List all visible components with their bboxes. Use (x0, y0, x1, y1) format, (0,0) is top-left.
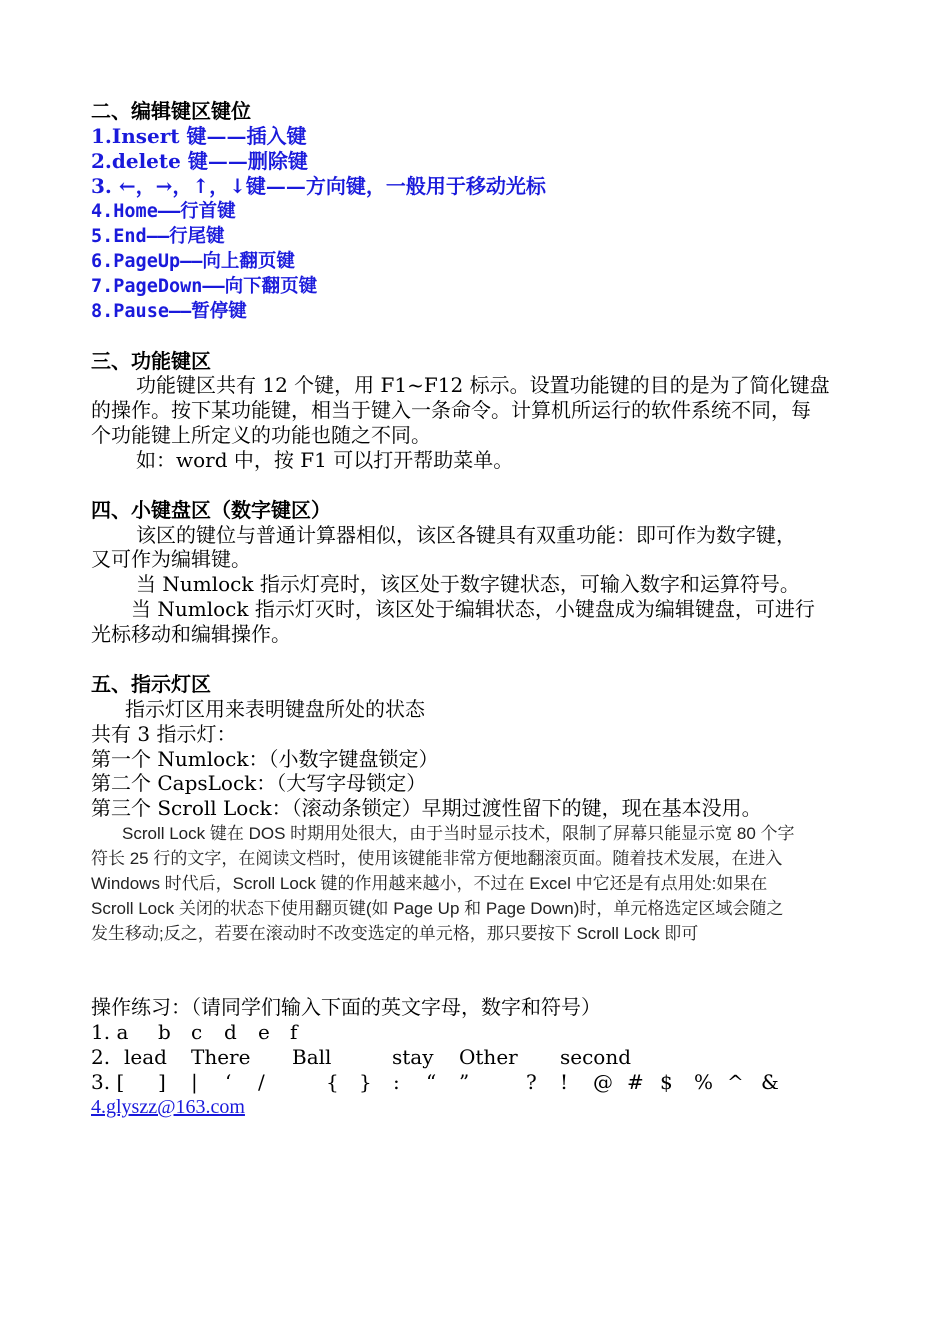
practice-symbol: “ (426, 1070, 437, 1094)
practice-symbol: @ (593, 1070, 613, 1094)
practice-char: e (258, 1020, 270, 1044)
section5-line-2: 共有 3 指示灯： (91, 722, 237, 746)
section2-item-7: 7.PageDown——向下翻页键 (91, 276, 318, 297)
practice-symbol: ? (526, 1070, 537, 1094)
practice-word: stay (392, 1045, 434, 1069)
practice-line-1 (91, 1020, 691, 1045)
email-link[interactable]: 4.glyszz@163.com (91, 1096, 245, 1118)
section2-item-8: 8.Pause——暂停键 (91, 301, 247, 322)
section3-line-3: 个功能键上所定义的功能也随之不同。 (91, 423, 431, 447)
practice-char: f (290, 1020, 298, 1044)
practice-symbol: { (326, 1070, 339, 1094)
practice-char: 1. a (91, 1020, 129, 1044)
practice-line-2 (91, 1045, 791, 1070)
section4-line-2: 又可作为编辑键。 (91, 547, 251, 571)
practice-symbol: % (694, 1070, 714, 1094)
section2-item-1: 1.Insert 键——插入键 (91, 124, 307, 148)
section4-line-4: 当 Numlock 指示灯灭时，该区处于编辑状态，小键盘成为编辑键盘，可进行 (131, 597, 815, 621)
practice-symbol: ” (459, 1070, 470, 1094)
section2-item-5: 5.End——行尾键 (91, 226, 225, 247)
section3-line-1: 功能键区共有 12 个键，用 F1~F12 标示。设置功能键的目的是为了简化键盘 (136, 373, 830, 397)
practice-symbol: ! (560, 1070, 569, 1094)
section5-note-1: Scroll Lock 键在 DOS 时期用处很大，由于当时显示技术，限制了屏幕只能显示宽 80 个字 (122, 824, 795, 843)
section5-line-3: 第一个 Numlock：（小数字键盘锁定） (91, 747, 439, 771)
section2-item-3: 3. ←，→，↑，↓键——方向键，一般用于移动光标 (91, 174, 546, 198)
practice-symbol: ] (158, 1070, 166, 1094)
practice-word: Other (459, 1045, 518, 1069)
section5-note-4: Scroll Lock 关闭的状态下使用翻页键(如 Page Up 和 Page Down)时，单元格选定区域会随之 (91, 899, 784, 918)
practice-word: There (191, 1045, 251, 1069)
section5-line-1: 指示灯区用来表明键盘所处的状态 (125, 697, 425, 721)
practice-symbol: | (191, 1070, 198, 1094)
practice-heading: 操作练习：（请同学们输入下面的英文字母，数字和符号） (91, 995, 601, 1019)
practice-word: lead (124, 1045, 167, 1069)
practice-line-3 (91, 1070, 841, 1095)
practice-word: Ball (292, 1045, 332, 1069)
practice-symbol: } (359, 1070, 372, 1094)
practice-symbol: 3. [ (91, 1070, 125, 1094)
section5-heading: 五、指示灯区 (91, 672, 211, 696)
practice-symbol: / (258, 1070, 265, 1094)
section5-line-4: 第二个 CapsLock：（大写字母锁定） (91, 771, 427, 795)
practice-word: second (560, 1045, 632, 1069)
section4-heading: 四、小键盘区（数字键区） (91, 498, 331, 522)
section2-item-6: 6.PageUp——向上翻页键 (91, 251, 295, 272)
section3-line-4: 如：word 中，按 F1 可以打开帮助菜单。 (136, 448, 514, 472)
section2-item-4: 4.Home——行首键 (91, 201, 236, 222)
section4-line-1: 该区的键位与普通计算器相似，该区各键具有双重功能：即可作为数字键， (136, 523, 796, 547)
section4-line-3: 当 Numlock 指示灯亮时，该区处于数字键状态，可输入数字和运算符号。 (136, 572, 800, 596)
practice-symbol: : (393, 1070, 400, 1094)
practice-symbol: & (761, 1070, 779, 1094)
section5-line-5: 第三个 Scroll Lock：（滚动条锁定）早期过渡性留下的键，现在基本没用。 (91, 796, 762, 820)
section2-item-2: 2.delete 键——删除键 (91, 149, 308, 173)
section5-note-2: 符长 25 行的文字，在阅读文档时，使用该键能非常方便地翻滚页面。随着技术发展，在进入 (91, 849, 783, 868)
section5-note-5: 发生移动;反之，若要在滚动时不改变选定的单元格，那只要按下 Scroll Lock 即可 (91, 924, 699, 943)
section4-line-5: 光标移动和编辑操作。 (91, 622, 291, 646)
practice-word: 2. (91, 1045, 111, 1069)
section5-note-3: Windows 时代后，Scroll Lock 键的作用越来越小，不过在 Excel 中它还是有点用处:如果在 (91, 874, 768, 893)
section2-heading: 二、编辑键区键位 (91, 99, 251, 123)
section3-line-2: 的操作。按下某功能键，相当于键入一条命令。计算机所运行的软件系统不同，每 (91, 398, 811, 422)
section3-heading: 三、功能键区 (91, 349, 211, 373)
practice-char: c (191, 1020, 203, 1044)
practice-symbol: # (627, 1070, 644, 1094)
practice-symbol: ^ (727, 1070, 744, 1094)
practice-symbol: $ (660, 1070, 673, 1094)
practice-symbol: ‘ (225, 1070, 232, 1094)
practice-char: b (158, 1020, 171, 1044)
practice-char: d (224, 1020, 237, 1044)
